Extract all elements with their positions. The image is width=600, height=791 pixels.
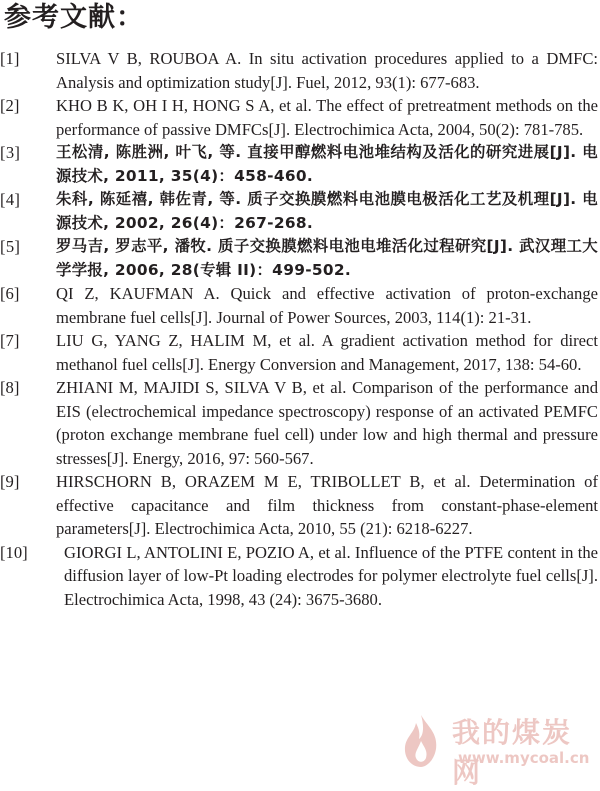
- reference-text: 王松清, 陈胜洲, 叶飞, 等. 直接甲醇燃料电池堆结构及活化的研究进展[J]. 电源技术, 2011, 35(4)：458-460.: [56, 143, 598, 185]
- reference-item: [0, 94, 600, 141]
- reference-text: 朱科, 陈延禧, 韩佐青, 等. 质子交换膜燃料电池膜电极活化工艺及机理[J]. 电源技术, 2002, 26(4)：267-268.: [56, 190, 598, 232]
- reference-number: [5]: [0, 237, 21, 256]
- reference-number: [4]: [0, 190, 21, 209]
- reference-number: [8]: [0, 378, 20, 397]
- reference-item: [0, 141, 600, 188]
- reference-number: [2]: [0, 96, 20, 115]
- reference-item: [0, 376, 600, 470]
- reference-number: [10]: [0, 542, 28, 562]
- flame-logo-icon: [394, 711, 448, 769]
- reference-number: [3]: [0, 143, 21, 162]
- reference-text: 罗马吉, 罗志平, 潘牧. 质子交换膜燃料电池电堆活化过程研究[J]. 武汉理工大学学报, 2006, 28(专辑 II)：499-502.: [56, 237, 598, 279]
- reference-item: [0, 47, 600, 94]
- reference-item: [0, 470, 600, 541]
- watermark-url: www.mycoal.cn: [458, 749, 590, 767]
- reference-item: [0, 235, 600, 282]
- reference-text: KHO B K, OH I H, HONG S A, et al. The effect of pretreatment methods on the performance of passive DMFCs[J]. Electrochimica Acta, 2004, 50(2): 781-785.: [56, 96, 598, 139]
- reference-number: [7]: [0, 331, 20, 350]
- reference-item: [0, 282, 600, 329]
- reference-item: [0, 541, 600, 612]
- reference-text: GIORGI L, ANTOLINI E, POZIO A, et al. Influence of the PTFE content in the diffusion layer of low-Pt loading electrodes for polymer electrolyte fuel cells[J]. Electrochimica Acta, 1998, 43 (24): 3675-3680.: [64, 542, 598, 609]
- watermark-site-name: 我的煤炭网: [452, 716, 573, 789]
- reference-text: QI Z, KAUFMAN A. Quick and effective activation of proton-exchange membrane fuel cells[J]. Journal of Power Sources, 2003, 114(1): 21-31.: [56, 284, 598, 327]
- reference-number: [1]: [0, 49, 20, 68]
- reference-text: ZHIANI M, MAJIDI S, SILVA V B, et al. Comparison of the performance and EIS (electrochemical impedance spectroscopy) response of an activated PEMFC (proton exchange membrane fuel cell) under low and high thermal and pressure stresses[J]. Energy, 2016, 97: 560-567.: [56, 378, 598, 468]
- reference-item: [0, 329, 600, 376]
- reference-text: LIU G, YANG Z, HALIM M, et al. A gradient activation method for direct methanol fuel cells[J]. Energy Conversion and Management, 2017, 138: 54-60.: [56, 331, 598, 374]
- reference-text: HIRSCHORN B, ORAZEM M E, TRIBOLLET B, et al. Determination of effective capacitance and film thickness from constant-phase-element parameters[J]. Electrochimica Acta, 2010, 55 (21): 6218-6227.: [56, 472, 598, 538]
- reference-list: [0, 47, 600, 611]
- site-watermark: [394, 709, 594, 789]
- reference-number: [9]: [0, 472, 20, 491]
- reference-text: SILVA V B, ROUBOA A. In situ activation procedures applied to a DMFC: Analysis and optimization study[J]. Fuel, 2012, 93(1): 677-683.: [56, 49, 598, 92]
- reference-item: [0, 188, 600, 235]
- references-heading: 参考文献：: [4, 2, 144, 33]
- reference-number: [6]: [0, 284, 20, 303]
